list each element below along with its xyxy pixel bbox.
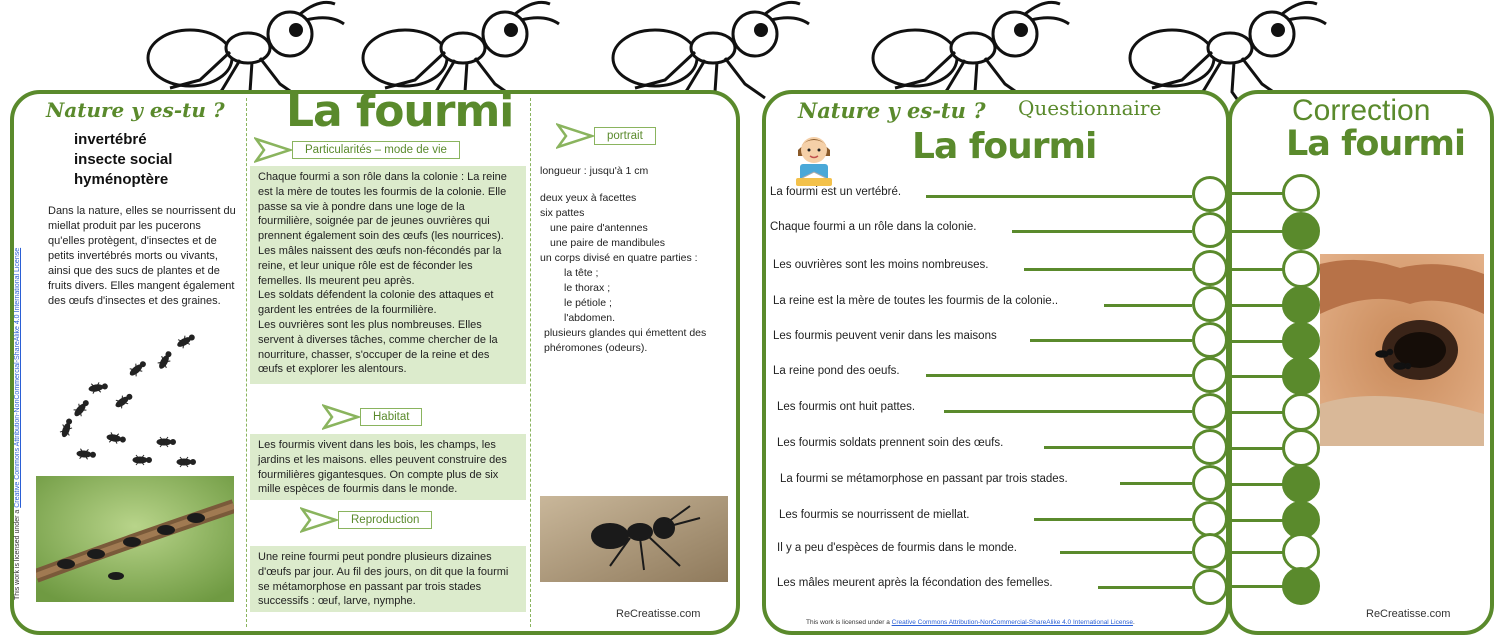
particularites-line: gardent les entrées de la fourmilière.: [258, 304, 437, 317]
habitat-line: fourmilières gigantesques. On compte plus de six: [258, 468, 499, 481]
question-text: La fourmi se métamorphose en passant par trois stades.: [780, 473, 1068, 485]
particularites-line: servent à diverses tâches, comme chercher de la: [258, 333, 498, 346]
particularites-line: Les soldats défendent la colonie des attaques et: [258, 289, 494, 302]
license-vertical: [14, 248, 21, 600]
particularites-text: [250, 166, 526, 384]
brochure-credit: ReCreatisse.com: [616, 608, 701, 620]
answer-circle[interactable]: [1192, 250, 1228, 286]
arrow-icon: [322, 403, 360, 431]
question-text: La reine pond des oeufs.: [773, 365, 900, 377]
section-header-habitat: [322, 403, 422, 431]
particularites-line: Les mâles naissent des œufs non-fécondés par la: [258, 244, 502, 257]
reproduction-line: Une reine fourmi peut pondre plusieurs dizaines: [258, 551, 492, 563]
correction-connector: [1228, 411, 1284, 414]
question-connector-line: [926, 195, 1192, 198]
question-text: Il y a peu d'espèces de fourmis dans le monde.: [777, 542, 1018, 554]
quiz-title: La fourmi: [912, 126, 1097, 167]
correction-title: La fourmi: [1286, 124, 1466, 164]
correction-answer-true: [1282, 567, 1320, 605]
portrait-line: le thorax ;: [564, 282, 611, 294]
correction-connector: [1228, 340, 1284, 343]
brochure-script-title: Nature y es-tu ?: [46, 98, 225, 122]
correction-answer-false: [1282, 393, 1320, 431]
correction-answer-false: [1282, 174, 1320, 212]
correction-answer-true: [1282, 465, 1320, 503]
correction-answer-true: [1282, 322, 1320, 360]
portrait-line: un corps divisé en quatre parties :: [540, 252, 698, 264]
answer-circle[interactable]: [1192, 533, 1228, 569]
section-label-reproduction: Reproduction: [338, 511, 432, 529]
license-horizontal-prefix: This work is licensed under a: [806, 619, 892, 626]
correction-answer-false: [1282, 533, 1320, 571]
correction-connector: [1228, 268, 1284, 271]
tagline-invertebrate: invertébré: [74, 131, 147, 148]
particularites-line: est la mère de toutes les fourmis de la colonie. Elle: [258, 185, 507, 198]
portrait-line: le pétiole ;: [564, 297, 612, 309]
correction-answer-false: [1282, 250, 1320, 288]
particularites-line: œufs et explorer les alentours.: [258, 363, 407, 376]
fold-line-2: [530, 98, 531, 627]
brochure-title: La fourmi: [286, 86, 514, 137]
question-text: Les fourmis ont huit pattes.: [777, 401, 916, 413]
reproduction-text: [250, 546, 526, 612]
portrait-line: phéromones (odeurs).: [544, 342, 648, 354]
section-label-particularites: Particularités – mode de vie: [292, 141, 460, 159]
correction-connector: [1228, 483, 1284, 486]
question-connector-line: [1024, 268, 1192, 271]
habitat-line: Les fourmis vivent dans les bois, les champs, les: [258, 439, 496, 451]
correction-connector: [1228, 375, 1284, 378]
question-text: Les fourmis peuvent venir dans les maisons: [773, 330, 997, 342]
fold-line-1: [246, 98, 247, 627]
license-horizontal: [806, 619, 1135, 626]
tagline-social-insect: insecte social: [74, 151, 173, 168]
correction-connector: [1228, 192, 1284, 195]
correction-connector: [1228, 230, 1284, 233]
question-connector-line: [1098, 586, 1192, 589]
correction-credit: ReCreatisse.com: [1366, 608, 1451, 620]
question-text: Les mâles meurent après la fécondation des femelles.: [777, 577, 1053, 589]
portrait-line: longueur : jusqu'à 1 cm: [540, 165, 649, 177]
tagline-hymenoptera: hyménoptère: [74, 171, 169, 188]
answer-circle[interactable]: [1192, 465, 1228, 501]
particularites-line: fourmilière, soignée par de jeunes ouvrières qui: [258, 215, 490, 228]
question-text: Les ouvrières sont les moins nombreuses.: [773, 259, 989, 271]
question-text: La fourmi est un vertébré.: [770, 186, 902, 198]
correction-answer-true: [1282, 212, 1320, 250]
answer-circle[interactable]: [1192, 286, 1228, 322]
section-label-habitat: Habitat: [360, 408, 422, 426]
question-connector-line: [1060, 551, 1192, 554]
portrait-line: plusieurs glandes qui émettent des: [544, 327, 707, 339]
quiz-subtitle: Questionnaire: [1018, 96, 1162, 120]
correction-connector: [1228, 551, 1284, 554]
question-connector-line: [1120, 482, 1192, 485]
particularites-line: Les ouvrières sont les plus nombreuses. Elles: [258, 318, 482, 331]
portrait-list: [540, 164, 706, 356]
ant-trail-image: [44, 330, 214, 470]
question-connector-line: [1044, 446, 1192, 449]
reproduction-line: se métamorphose en passant par trois stades: [258, 580, 482, 593]
license-vertical-link[interactable]: Creative Commons Attribution-NonCommercial-ShareAlike 4.0 International License: [14, 247, 21, 508]
answer-circle[interactable]: [1192, 212, 1228, 248]
correction-connector: [1228, 447, 1284, 450]
license-horizontal-link[interactable]: Creative Commons Attribution-NonCommercial-ShareAlike 4.0 International License: [891, 619, 1133, 626]
question-text: Les fourmis se nourrissent de miellat.: [779, 509, 970, 521]
license-vertical-prefix: This work is licensed under a: [14, 507, 21, 600]
question-connector-line: [1030, 339, 1192, 342]
portrait-line: une paire de mandibules: [550, 237, 665, 249]
anthill-photo: [1320, 254, 1484, 446]
license-horizontal-suffix: .: [1132, 619, 1135, 626]
portrait-line: deux yeux à facettes: [540, 192, 637, 204]
arrow-icon: [300, 506, 338, 534]
answer-circle[interactable]: [1192, 176, 1228, 212]
portrait-line: l'abdomen.: [564, 312, 616, 324]
tagline: [74, 130, 172, 190]
habitat-text: [250, 434, 526, 500]
habitat-line: jardins et les maisons. elles peuvent construire des: [258, 453, 507, 466]
correction-connector: [1228, 519, 1284, 522]
portrait-line: une paire d'antennes: [550, 222, 648, 234]
quiz-script-title: Nature y es-tu ?: [798, 98, 986, 123]
section-header-particularites: [254, 136, 460, 164]
reproduction-line: d'œufs par jour. Au fil des jours, on dit que la fourmi: [258, 565, 509, 578]
section-header-reproduction: [300, 506, 432, 534]
correction-answer-true: [1282, 357, 1320, 395]
arrow-icon: [556, 122, 594, 150]
portrait-line: la tête ;: [564, 267, 599, 279]
question-connector-line: [1104, 304, 1192, 307]
answer-circle[interactable]: [1192, 357, 1228, 393]
reproduction-line: successifs : œuf, larve, nymphe.: [258, 595, 416, 608]
portrait-line: six pattes: [540, 207, 585, 219]
question-connector-line: [944, 410, 1192, 413]
arrow-icon: [254, 136, 292, 164]
habitat-line: mille espèces de fourmis dans le monde.: [258, 483, 458, 496]
particularites-line: Chaque fourmi a son rôle dans la colonie : La reine: [258, 171, 507, 183]
answer-circle[interactable]: [1192, 429, 1228, 465]
particularites-line: nourriture, chasser, s'occuper de la reine et des: [258, 348, 490, 361]
intro-text: Dans la nature, elles se nourrissent du miellat produit par les pucerons qu'elles protègent, d'insectes et de petits invertébrés morts ou vivants, ainsi que des sucs de plantes et de fruits divers. Elles mangent également des œufs d'insectes et des graines.: [48, 205, 236, 307]
section-label-portrait: portrait: [594, 127, 656, 145]
answer-circle[interactable]: [1192, 501, 1228, 537]
particularites-line: prennent également soin des œufs (les nourrices).: [258, 230, 504, 243]
answer-circle[interactable]: [1192, 569, 1228, 605]
question-connector-line: [926, 374, 1192, 377]
ants-on-stem-photo: [36, 476, 234, 602]
correction-answer-false: [1282, 429, 1320, 467]
question-connector-line: [1034, 518, 1192, 521]
particularites-line: reine, et leur unique rôle est de féconder les: [258, 259, 473, 272]
question-text: Chaque fourmi a un rôle dans la colonie.: [770, 221, 977, 233]
section-header-portrait: [556, 122, 656, 150]
correction-heading: Correction: [1292, 94, 1431, 127]
correction-answer-true: [1282, 286, 1320, 324]
correction-connector: [1228, 304, 1284, 307]
answer-circle[interactable]: [1192, 393, 1228, 429]
child-reading-icon: [788, 120, 840, 188]
ant-closeup-photo: [540, 496, 728, 582]
particularites-line: passe sa vie à pondre dans une loge de la: [258, 200, 465, 213]
question-text: La reine est la mère de toutes les fourmis de la colonie..: [773, 295, 1059, 307]
particularites-line: femelles. Ils meurent peu après.: [258, 274, 415, 287]
question-connector-line: [1012, 230, 1192, 233]
answer-circle[interactable]: [1192, 322, 1228, 358]
portrait-spacer: [540, 179, 706, 191]
question-text: Les fourmis soldats prennent soin des œufs.: [777, 437, 1004, 449]
correction-connector: [1228, 585, 1284, 588]
